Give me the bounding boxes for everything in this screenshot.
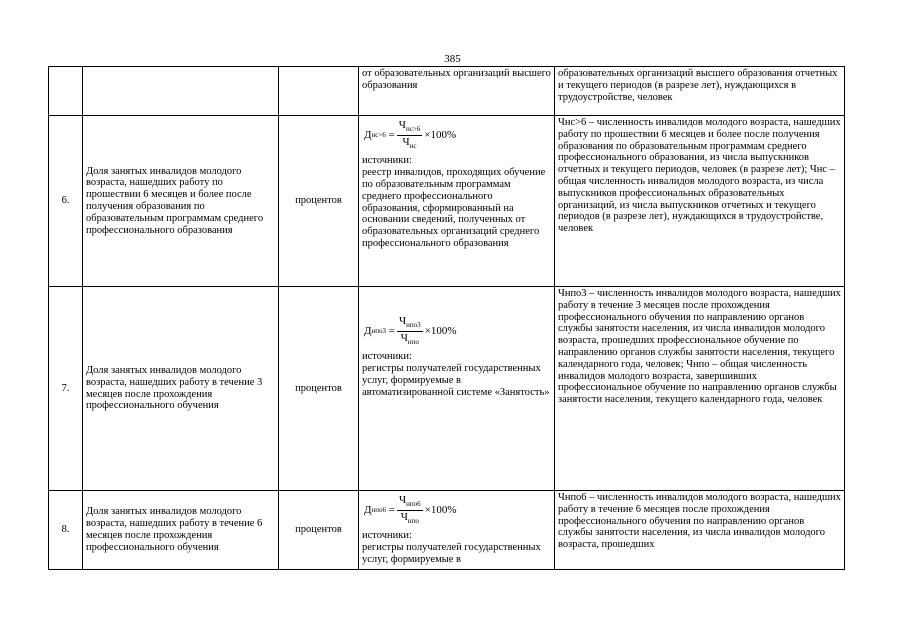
- sources-label: источники:: [362, 530, 412, 542]
- unit-cell: процентов: [279, 116, 359, 287]
- row-number: 7.: [49, 287, 83, 491]
- table-row: [49, 116, 845, 287]
- table-row: [49, 287, 845, 491]
- formula-numerator: Ч: [398, 315, 407, 327]
- sources-text: от образовательных организаций высшего образования: [362, 68, 551, 91]
- formula-tail: ×100%: [424, 324, 457, 337]
- sources-label: источники:: [362, 155, 412, 167]
- table-row: [49, 491, 845, 570]
- table-row: [49, 67, 845, 116]
- description-cell: [555, 287, 845, 491]
- formula-fraction: [397, 119, 422, 152]
- formula: Д нпо6 = $\frac{Ч_{нпо6}}{Ч_{нпо}}$ ×100%: [364, 494, 457, 526]
- formula-denominator: Ч: [402, 136, 410, 149]
- row-number: 8.: [49, 491, 83, 570]
- formula-numerator: Ч: [398, 494, 407, 506]
- formula: Д нс>6 = $\frac{Ч_{нс>6}}{Ч_{нс}}$ ×100%: [364, 119, 457, 151]
- formula-lhs-sub: нс>6: [371, 130, 386, 139]
- row-number: 6.: [49, 116, 83, 287]
- formula-fraction: [397, 494, 423, 527]
- formula-lhs: Д: [364, 503, 372, 516]
- sources-label: источники:: [362, 351, 412, 363]
- formula-numerator: Ч: [398, 119, 406, 131]
- formula-numerator-sub: нпо6: [406, 500, 421, 509]
- formula-tail: ×100%: [424, 503, 457, 516]
- indicator-name: Доля занятых инвалидов молодого возраста, нашедших работу в течение 6 месяцев после прохождения профессионального обучения: [83, 491, 279, 570]
- unit-cell: [279, 67, 359, 116]
- formula-lhs: Д: [364, 128, 372, 141]
- indicator-name: Доля занятых инвалидов молодого возраста, нашедших работу по прошествии 6 месяцев и более после получения образования по образовательным программам среднего профессионального образования: [83, 116, 279, 287]
- formula-denominator-sub: нпо: [407, 517, 419, 526]
- formula-lhs-sub: нпо6: [371, 505, 387, 514]
- method-cell: [359, 491, 555, 570]
- indicator-name: Доля занятых инвалидов молодого возраста, нашедших работу в течение 3 месяцев после прохождения профессионального обучения: [83, 287, 279, 491]
- description-text: Чнпо6 – численность инвалидов молодого возраста, нашедших работу в течение 6 месяцев после прохождения профессионального обучения по направлению органов службы занятости населения, из числа инвалидов молодого возраста, прошедших: [558, 492, 841, 551]
- formula-denominator: Ч: [400, 332, 408, 345]
- method-cell: [359, 116, 555, 287]
- description-cell: [555, 67, 845, 116]
- formula-denominator-sub: нс: [409, 142, 417, 151]
- indicators-table: [48, 66, 845, 570]
- formula-lhs: Д: [364, 324, 372, 337]
- sources-text: регистры получателей государственных услуг, формируемые в автоматизированной системе «Занятость»: [362, 363, 550, 398]
- formula-fraction: [397, 315, 423, 348]
- sources-text: реестр инвалидов, проходящих обучение по образовательным программам среднего профессионального образования, сформированный на основании сведений, полученных от образовательных организаций среднего профессионального образования: [362, 167, 546, 249]
- method-cell: [359, 287, 555, 491]
- unit-cell: процентов: [279, 287, 359, 491]
- description-text: образовательных организаций высшего образования отчетных и текущего периодов (в разрезе лет), нуждающихся в трудоустройстве, человек: [558, 68, 838, 103]
- formula-tail: ×100%: [424, 128, 457, 141]
- unit-cell: процентов: [279, 491, 359, 570]
- description-cell: [555, 491, 845, 570]
- description-cell: [555, 116, 845, 287]
- formula-denominator: Ч: [400, 511, 408, 524]
- row-number: [49, 67, 83, 116]
- formula-lhs-sub: нпо3: [371, 326, 387, 335]
- description-text: Чнпо3 – численность инвалидов молодого возраста, нашедших работу в течение 3 месяцев после прохождения профессионального обучения по направлению органов службы занятости населения, из числа инвалидов молодого возраста, прошедших профессиональное обучение по направлению органов службы занятости населения, текущего календарного года, человек; Чнпо – общая численность инвалидов молодого возраста, завершивших профессиональное обучение по направлению органов службы занятости населения, текущего календарного года, человек: [558, 288, 841, 406]
- sources-text: регистры получателей государственных услуг, формируемые в: [362, 542, 541, 565]
- page-number: 385: [444, 53, 461, 65]
- description-text: Чнс>6 – численность инвалидов молодого возраста, нашедших работу по прошествии 6 месяцев и более после получения образования по образовательным программам среднего профессионального образования, из числа выпускников отчетных и текущего периодов, человек (в разрезе лет); Чнс – общая численность инвалидов молодого возраста, из числа выпускников профессиональных образовательных организаций, из числа выпускников отчетных и текущего периодов (в разрезе лет), нуждающихся в трудоустройстве, человек: [558, 117, 841, 235]
- method-cell: [359, 67, 555, 116]
- formula-numerator-sub: нпо3: [406, 321, 421, 330]
- formula-numerator-sub: нс>6: [405, 125, 421, 134]
- indicator-name: [83, 67, 279, 116]
- formula-denominator-sub: нпо: [407, 338, 419, 347]
- formula: Д нпо3 = $\frac{Ч_{нпо3}}{Ч_{нпо}}$ ×100%: [364, 315, 457, 347]
